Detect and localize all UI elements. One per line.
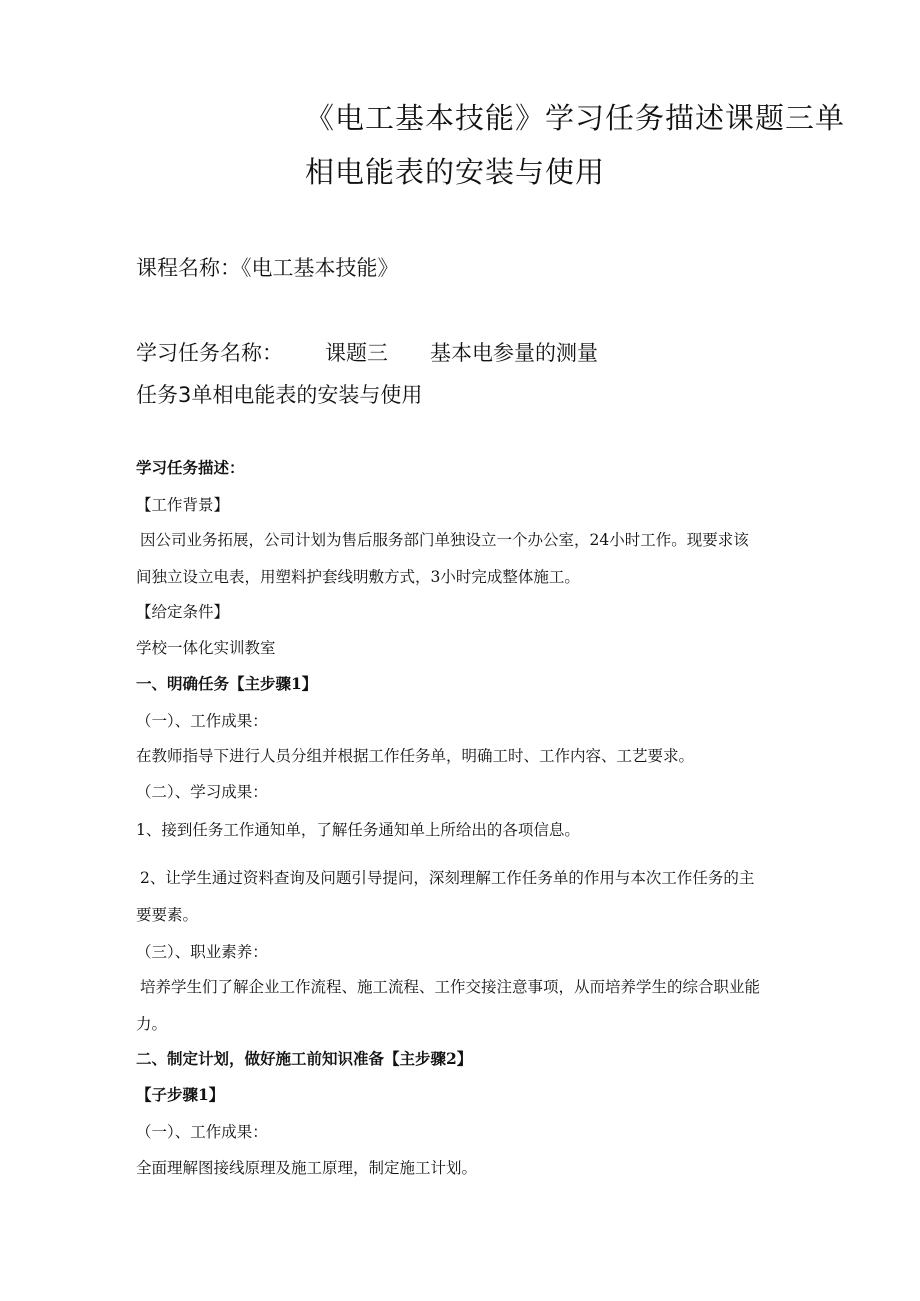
work-background-heading: 【工作背景】 (136, 496, 230, 514)
step1-learning-item-2-line-1: 2、让学生通过资料查询及问题引导提问，深刻理解工作任务单的作用与本次工作任务的主 (140, 869, 755, 887)
work-background-text-line-1: 因公司业务拓展，公司计划为售后服务部门单独设立一个办公室，24小时工作。现要求该 (140, 531, 749, 549)
step2-heading: 二、制定计划，做好施工前知识准备【主步骤2】 (136, 1049, 473, 1068)
step1-learning-result-label: （二）、学习成果： (136, 783, 268, 801)
step1-work-result-label: （一）、工作成果： (136, 712, 268, 730)
step1-professional-quality-label: （三）、职业素养： (136, 943, 268, 961)
task-topic-title: 基本电参量的测量 (430, 341, 598, 365)
step1-heading: 一、明确任务【主步骤1】 (136, 674, 318, 693)
step1-learning-item-2-line-2: 要要素。 (136, 906, 199, 924)
course-name-label: 课程名称： (136, 256, 241, 280)
step2-work-result-text: 全面理解图接线原理及施工原理，制定施工计划。 (136, 1159, 478, 1177)
task-name-row (136, 337, 598, 367)
given-conditions-text: 学校一体化实训教室 (136, 639, 276, 657)
step1-professional-quality-line-1: 培养学生们了解企业工作流程、施工流程、工作交接注意事项，从而培养学生的综合职业能 (140, 978, 761, 996)
course-name-value: 《电工基本技能》 (241, 256, 399, 280)
given-conditions-heading: 【给定条件】 (136, 603, 230, 621)
step2-work-result-label: （一）、工作成果： (136, 1123, 268, 1141)
task-topic: 课题三 (325, 341, 388, 365)
work-background-text-line-2: 间独立设立电表，用塑料护套线明敷方式，3小时完成整体施工。 (136, 568, 580, 586)
step1-professional-quality-line-2: 力。 (136, 1015, 168, 1033)
doc-title-line-2: 相电能表的安装与使用 (305, 155, 606, 189)
task-description-heading: 学习任务描述： (136, 458, 245, 477)
course-name-row (136, 252, 399, 282)
step1-work-result-text: 在教师指导下进行人员分组并根据工作任务单，明确工时、工作内容、工艺要求。 (136, 747, 695, 765)
doc-title-line-1: 《电工基本技能》学习任务描述课题三单 (305, 101, 846, 135)
task-name-label: 学习任务名称： (136, 341, 283, 365)
task-title: 任务3单相电能表的安装与使用 (136, 383, 423, 407)
step2-substep-1: 【子步骤1】 (136, 1085, 225, 1104)
step1-learning-item-1: 1、接到任务工作通知单，了解任务通知单上所给出的各项信息。 (136, 821, 580, 839)
